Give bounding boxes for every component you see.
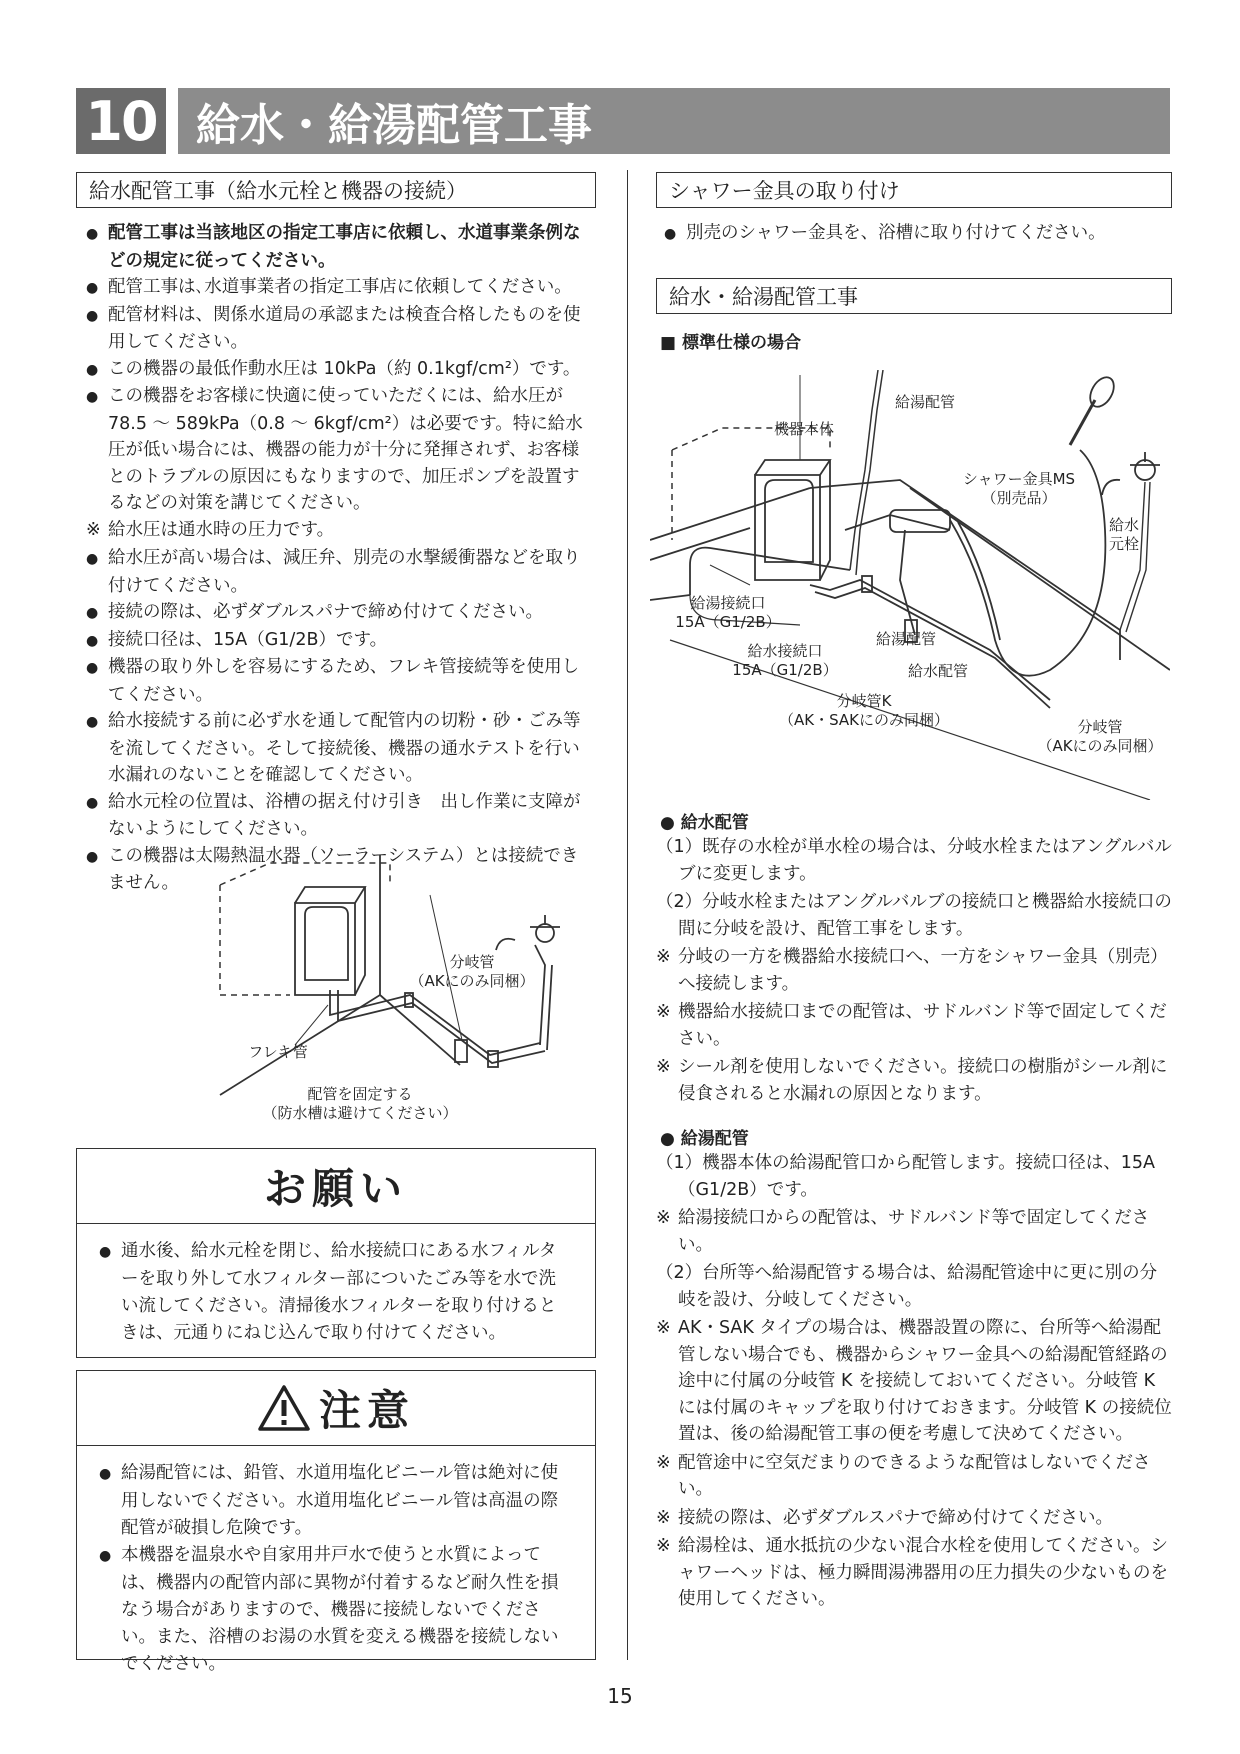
list-item: ● 本機器を温泉水や自家用井戸水で使うと水質によっては、機器内の配管内部に異物が付着するなど耐久性を損なう場合がありますので、機器に接続しないでください。また、浴槽のお湯の水質を変える機器を接続しないでください。 [99,1542,573,1678]
column-divider [627,170,628,1660]
diagram-label-fix: 配管を固定する （防水槽は避けてください） [262,1085,458,1122]
section-number: 10 [76,88,166,154]
list-item: （2）分岐水栓またはアングルバルブの接続口と機器給水接続口の間に分岐を設け、配管工事をします。 [656,892,1172,939]
list-item: ※ 配管途中に空気だまりのできるような配管はしないでください。 [656,1450,1172,1503]
list-item: ● 配管工事は､水道事業者の指定工事店に依頼してください。 [86,274,594,302]
right-label-body: 機器本体 [773,420,834,438]
list-item: ● 配管材料は、関係水道局の承認または検査合格したものを使用してください。 [86,302,594,356]
list-item: （2）台所等へ給湯配管する場合は、給湯配管途中に更に別の分岐を設け、分岐してください。 [656,1263,1158,1310]
diagram-label-branch: 分岐管 （AKにのみ同梱） [409,953,535,990]
list-item: ※ 機器給水接続口までの配管は、サドルバンド等で固定してください。 [656,999,1172,1052]
right-label-valve: 給水 元栓 [1108,516,1139,553]
left-section-title: 給水配管工事（給水元栓と機器の接続） [76,172,596,208]
list-item: （1）既存の水栓が単水栓の場合は、分岐水栓またはアングルバルブに変更します。 [656,837,1172,884]
water-list [656,834,1172,1109]
left-item-list [86,220,594,897]
list-item: ● 接続口径は、15A（G1/2B）です。 [86,627,594,655]
right-label-hot-port: 給湯接続口 15A（G1/2B） [675,594,781,631]
warning-icon [257,1384,311,1432]
standard-heading: ■ 標準仕様の場合 [660,333,801,353]
list-item: ※ 接続の際は、必ずダブルスパナで締め付けてください。 [656,1505,1172,1532]
list-item: ● この機器の最低作動水圧は 10kPa（約 0.1kgf/cm²）です。 [86,356,594,384]
page-number: 15 [607,1684,633,1708]
list-item: ※ AK・SAK タイプの場合は、機器設置の際に、台所等へ給湯配管しない場合でも、機器からシャワー金具への給湯配管経路の途中に付属の分岐管 K を接続しておいてください。分岐管 K には付属のキャップを取り付けておきます。分岐管 K の接続位置は、後の給湯配管工事の便を考慮して決めてください。 [656,1315,1172,1448]
list-item: ※ 給水圧は通水時の圧力です。 [86,517,594,544]
list-item: ● 接続の際は、必ずダブルスパナで締め付けてください。 [86,599,594,627]
list-item: ※ シール剤を使用しないでください。接続口の樹脂がシール剤に侵食されると水漏れの原因となります。 [656,1054,1172,1107]
right-label-branch: 分岐管 （AKにのみ同梱） [1037,718,1163,755]
right-label-water-pipe: 給水配管 [907,662,968,680]
list-item: ※ 分岐の一方を機器給水接続口へ、一方をシャワー金具（別売）へ接続します。 [656,944,1172,997]
diagram-label-flex: フレキ管 [248,1043,308,1061]
request-list [77,1224,595,1347]
shower-section-title: シャワー金具の取り付け [656,172,1172,208]
right-label-shower: シャワー金具MS （別売品） [962,470,1076,507]
shower-list [664,220,1170,248]
right-label-hot-pipe2: 給湯配管 [875,630,936,648]
list-item: ※ 給湯接続口からの配管は、サドルバンド等で固定してください。 [656,1205,1172,1258]
water-heading: ● 給水配管 [660,813,749,833]
list-item: ● 通水後、給水元栓を閉じ、給水接続口にある水フィルターを取り外して水フィルター部についたごみ等を水で洗い流してください。清掃後水フィルターを取り付けるときは、元通りにねじ込んで取り付けてください。 [99,1238,573,1347]
right-label-branch-k: 分岐管K （AK・SAKにのみ同梱） [779,692,949,729]
list-item: ● 機器の取り外しを容易にするため、フレキ管接続等を使用してください。 [86,654,594,708]
list-item: ● 配管工事は当該地区の指定工事店に依頼し、水道事業条例などの規定に従ってください。 [86,220,594,274]
hot-heading: ● 給湯配管 [660,1129,749,1149]
list-item: ● 別売のシャワー金具を、浴槽に取り付けてください。 [664,220,1170,248]
list-item: ※ 給湯栓は、通水抵抗の少ない混合水栓を使用してください。シャワーヘッドは、極力瞬間湯沸器用の圧力損失の少ないものを使用してください。 [656,1533,1172,1613]
request-title: お願い [77,1149,595,1224]
hot-list [656,1150,1172,1615]
section-title: 給水・給湯配管工事 [178,88,1170,154]
list-item: ● 給水元栓の位置は、浴槽の据え付け引き 出し作業に支障がないようにしてください。 [86,789,594,843]
list-item: ● 給水圧が高い場合は、減圧弁、別売の水撃緩衝器などを取り付けてください。 [86,545,594,599]
list-item: （1）機器本体の給湯配管口から配管します。接続口径は、15A（G1/2B）です。 [656,1153,1155,1200]
caution-panel [76,1370,596,1674]
request-panel [76,1148,596,1358]
list-item: ● 給水接続する前に必ず水を通して配管内の切粉・砂・ごみ等を流してください。そして接続後、機器の通水テストを行い水漏れのないことを確認してください。 [86,708,594,789]
caution-title: 注意 [77,1371,595,1446]
list-item: ● 給湯配管には、鉛管、水道用塩化ビニール管は絶対に使用しないでください。水道用塩化ビニール管は高温の際配管が破損し危険です。 [99,1460,573,1542]
piping-section-title: 給水・給湯配管工事 [656,278,1172,314]
right-label-water-port: 給水接続口 15A（G1/2B） [732,642,838,679]
list-item: ● この機器をお客様に快適に使っていただくには、給水圧が 78.5 ～ 589kPa（0.8 ～ 6kgf/cm²）は必要です。特に給水圧が低い場合には、機器の能力が十分に発揮されず、お客様とのトラブルの原因にもなりますので、加圧ポンプを設置するなどの対策を講じてください。 [86,383,594,517]
list-item: ● この機器は太陽熱温水器（ソーラーシステム）とは接続できません。 [86,843,594,897]
caution-list [77,1446,595,1678]
right-label-hot-pipe: 給湯配管 [894,393,955,411]
